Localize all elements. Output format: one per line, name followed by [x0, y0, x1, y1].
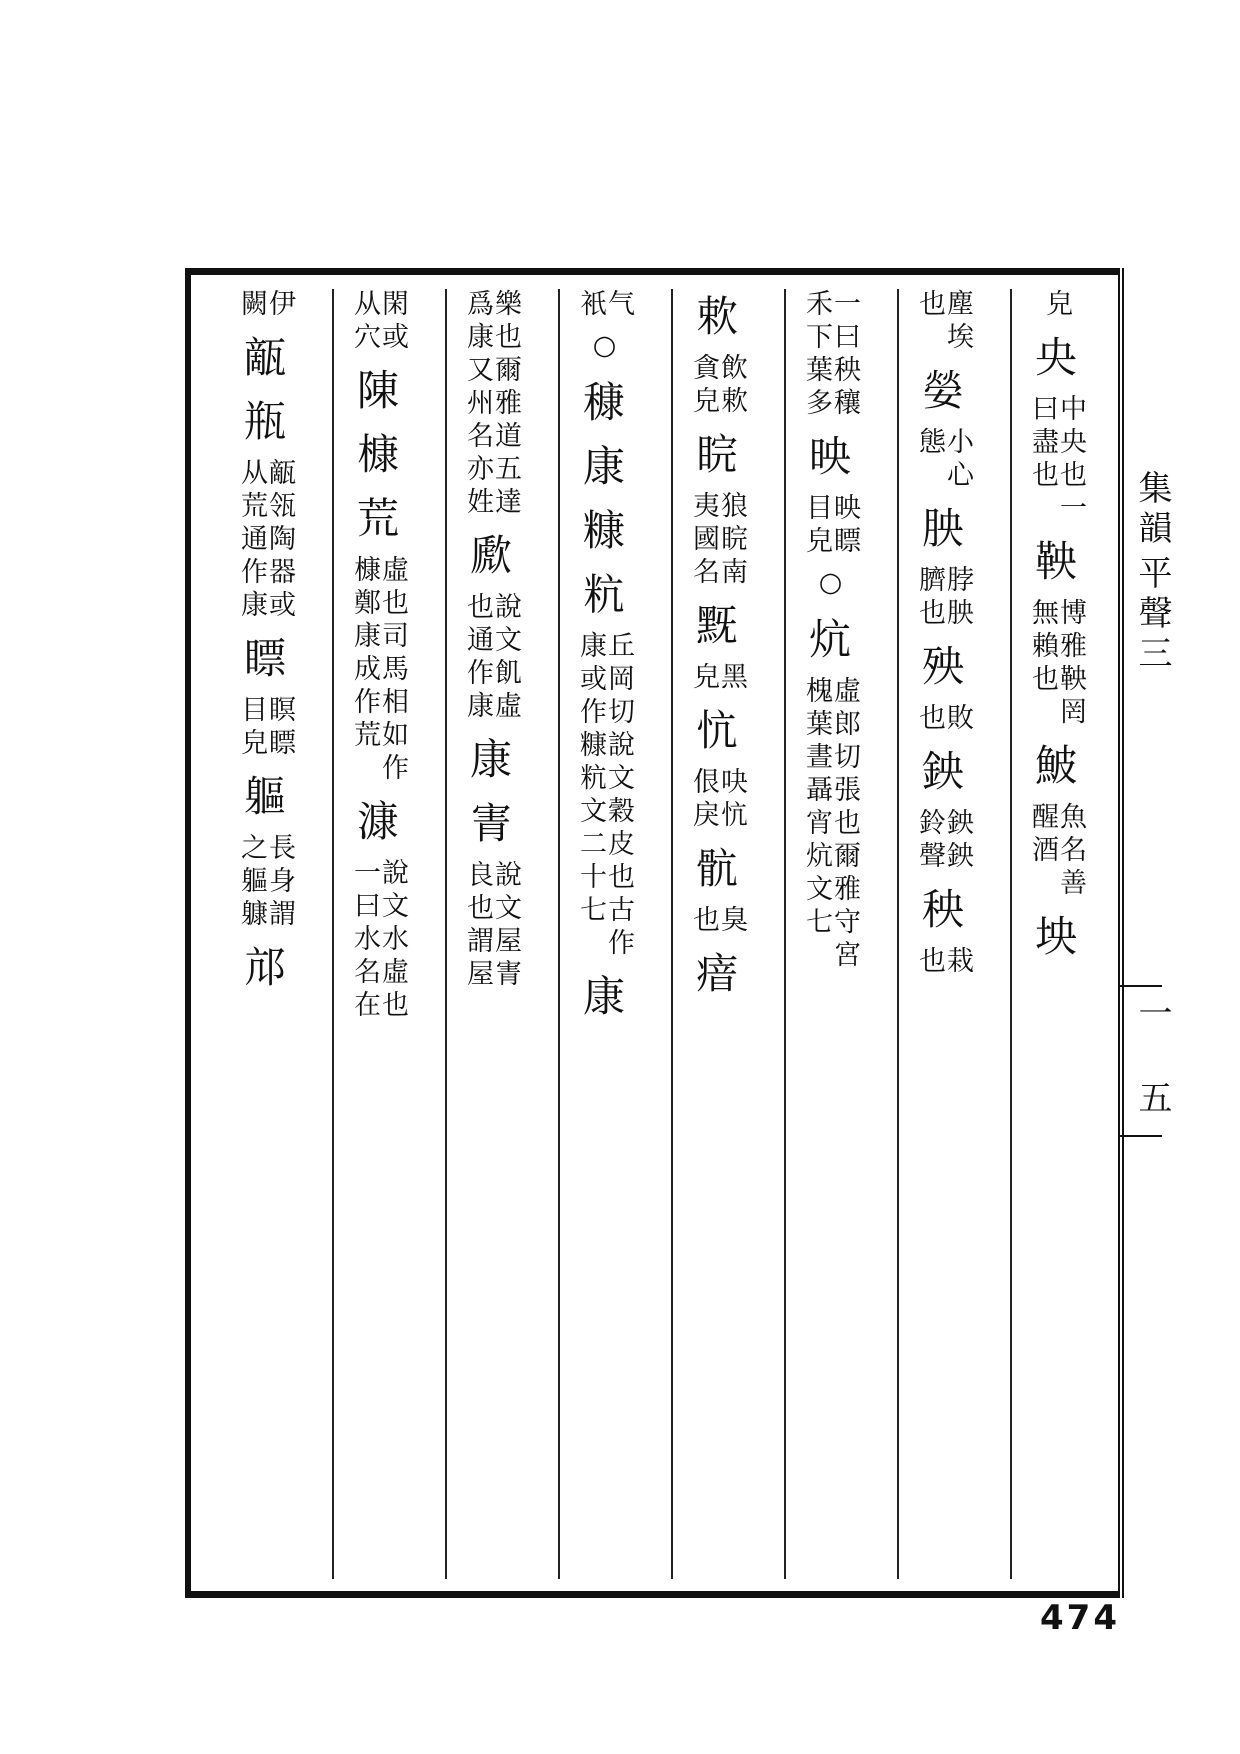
annotation	[800, 567, 860, 604]
annotation	[1026, 598, 1086, 730]
annotation-line: 博雅鞅罔	[1055, 598, 1086, 730]
annotation-line: 从荒通作康	[236, 458, 267, 623]
text-column	[574, 289, 634, 1033]
annotation-line: 鉠鉠	[942, 808, 973, 874]
annotation-line: 气	[603, 289, 634, 322]
column-divider	[445, 289, 447, 1579]
annotation-line: 長身謂	[264, 833, 295, 932]
head-character: 甋	[243, 333, 286, 382]
annotation	[348, 555, 408, 786]
annotation-line: 也	[688, 905, 719, 938]
annotation	[800, 676, 860, 973]
page-number: 474	[1040, 1598, 1120, 1638]
annotation-line: 瞑瞟	[264, 695, 295, 761]
head-character: 鞅	[1034, 537, 1077, 586]
annotation-line: 魚名善	[1055, 802, 1086, 901]
annotation-line: 吷忼	[716, 767, 747, 833]
text-column	[461, 289, 521, 1000]
annotation-line: ○	[589, 330, 620, 367]
head-character: 瞟	[243, 634, 286, 683]
annotation-line: 目皃	[236, 695, 267, 761]
head-character: 漮	[356, 797, 399, 846]
head-character: 睆	[695, 430, 738, 479]
fold-label: 一	[1132, 995, 1172, 1035]
annotation	[461, 289, 521, 520]
annotation	[461, 860, 521, 992]
annotation-line: 閑或	[377, 289, 408, 355]
annotation	[913, 703, 973, 736]
head-character: 寈	[469, 799, 512, 848]
annotation-line: 良也謂屋	[462, 860, 493, 992]
annotation-line: 伊	[264, 289, 295, 322]
annotation	[913, 808, 973, 874]
head-character: 骯	[695, 844, 738, 893]
annotation	[574, 289, 634, 322]
annotation-line: 槐葉晝聶宵炕文七	[801, 676, 832, 940]
text-column	[1026, 289, 1086, 973]
annotation	[800, 289, 860, 421]
annotation	[1026, 394, 1086, 526]
annotation-line: 醒酒	[1027, 802, 1058, 868]
annotation-line: 佷戾	[688, 767, 719, 833]
annotation-line: 禾下葉多	[801, 289, 832, 421]
head-character: 殃	[921, 642, 964, 691]
annotation-line: 態	[914, 427, 945, 460]
annotation-line: 皃	[1041, 289, 1072, 322]
annotation-line: 甋瓴陶器或	[264, 458, 295, 623]
column-divider	[558, 289, 560, 1579]
annotation-line: 栽	[942, 946, 973, 979]
text-column	[348, 289, 408, 1031]
annotation	[687, 491, 747, 590]
column-divider	[897, 289, 899, 1579]
section-label: 平聲三	[1132, 555, 1172, 675]
annotation-line: 鈴聲	[914, 808, 945, 874]
margin-rule-top	[1120, 985, 1162, 987]
leaf-label: 五	[1132, 1080, 1172, 1120]
annotation-line: 也	[914, 703, 945, 736]
annotation	[235, 833, 295, 932]
head-character: 康	[469, 735, 512, 784]
annotation-line: 說文飢虛	[490, 592, 521, 724]
head-character: 荒	[356, 494, 399, 543]
annotation	[800, 493, 860, 559]
annotation-line: 中央也一	[1055, 394, 1086, 526]
annotation-line: 衹	[575, 289, 606, 322]
head-character: 康	[582, 972, 625, 1021]
head-character: 忼	[695, 706, 738, 755]
annotation-line: 樂也爾雅道五達	[490, 289, 521, 520]
annotation-line: 之軀躿	[236, 833, 267, 932]
head-character: 粇	[582, 570, 625, 619]
annotation	[687, 662, 747, 695]
head-character: 炕	[808, 615, 851, 664]
annotation-line: 飲欶	[716, 353, 747, 419]
annotation-line: 曰盡也	[1027, 394, 1058, 493]
head-character: 糠	[582, 506, 625, 555]
head-character: 秧	[921, 885, 964, 934]
head-character: 鉠	[921, 747, 964, 796]
annotation-line: 也	[914, 289, 945, 322]
margin-rule-bottom	[1120, 1135, 1162, 1137]
annotation-line: 一曰水名在	[349, 858, 380, 1023]
annotation	[574, 330, 634, 367]
annotation	[574, 631, 634, 961]
annotation-line: ○	[815, 567, 846, 604]
head-character: 映	[808, 432, 851, 481]
annotation	[913, 427, 973, 493]
annotation-line: 虛也司馬相如作	[377, 555, 408, 786]
annotation-line: 皃	[688, 662, 719, 695]
text-column	[800, 289, 860, 981]
head-character: 槺	[356, 430, 399, 479]
annotation	[235, 695, 295, 761]
head-character: 瘖	[695, 949, 738, 998]
head-character: 康	[582, 442, 625, 491]
annotation-line: 脖胦	[942, 565, 973, 631]
page-margin	[1122, 268, 1164, 1598]
annotation-line: 說文屋寈	[490, 860, 521, 992]
annotation-line: 映瞟	[829, 493, 860, 559]
annotation	[687, 767, 747, 833]
column-divider	[1010, 289, 1012, 1579]
text-column	[235, 289, 295, 1004]
annotation	[687, 353, 747, 419]
head-character: 軀	[243, 772, 286, 821]
annotation-line: 無賴也	[1027, 598, 1058, 697]
column-divider	[784, 289, 786, 1579]
annotation-line: 塵埃	[942, 289, 973, 355]
annotation-line: 貪皃	[688, 353, 719, 419]
head-character: 鮍	[1034, 741, 1077, 790]
head-character: 瓶	[243, 397, 286, 446]
head-character: 穅	[582, 378, 625, 427]
annotation	[1026, 289, 1086, 322]
annotation	[1026, 802, 1086, 901]
head-character: 歋	[469, 531, 512, 580]
annotation-line: 丘岡切說文穀皮也古作	[603, 631, 634, 961]
annotation-line: 小心	[942, 427, 973, 493]
annotation-line: 敗	[942, 703, 973, 736]
annotation	[461, 592, 521, 724]
head-character: 坱	[1034, 912, 1077, 961]
head-character: 黖	[695, 601, 738, 650]
page-frame	[185, 268, 1120, 1598]
head-character: 陳	[356, 366, 399, 415]
head-character: 嫈	[921, 366, 964, 415]
annotation	[913, 289, 973, 355]
annotation	[235, 289, 295, 322]
head-character: 欶	[695, 292, 738, 341]
annotation-line: 臭	[716, 905, 747, 938]
text-column	[687, 289, 747, 1010]
annotation-line: 康或作糠粇文二十七	[575, 631, 606, 928]
annotation-line: 目皃	[801, 493, 832, 559]
annotation-line: 也	[914, 946, 945, 979]
annotation	[348, 289, 408, 355]
annotation	[235, 458, 295, 623]
column-divider	[332, 289, 334, 1579]
annotation-line: 一曰秧穰	[829, 289, 860, 421]
annotation-line: 爲康又州名亦姓	[462, 289, 493, 520]
annotation	[913, 565, 973, 631]
head-character: 邟	[243, 943, 286, 992]
annotation-line: 說文水虛也	[377, 858, 408, 1023]
column-divider	[671, 289, 673, 1579]
annotation-line: 黑	[716, 662, 747, 695]
annotation-line: 闕	[236, 289, 267, 322]
annotation	[687, 905, 747, 938]
annotation-line: 夷國名	[688, 491, 719, 590]
annotation-line: 臍也	[914, 565, 945, 631]
book-title: 集韻	[1132, 470, 1172, 550]
annotation-line: 也通作康	[462, 592, 493, 724]
head-character: 央	[1034, 333, 1077, 382]
annotation-line: 槺鄭康成作荒	[349, 555, 380, 753]
annotation-line: 狼睆南	[716, 491, 747, 590]
annotation	[913, 946, 973, 979]
head-character: 胦	[921, 504, 964, 553]
annotation-line: 从穴	[349, 289, 380, 355]
text-column	[913, 289, 973, 987]
annotation-line: 虛郎切張也爾雅守宮	[829, 676, 860, 973]
annotation	[348, 858, 408, 1023]
